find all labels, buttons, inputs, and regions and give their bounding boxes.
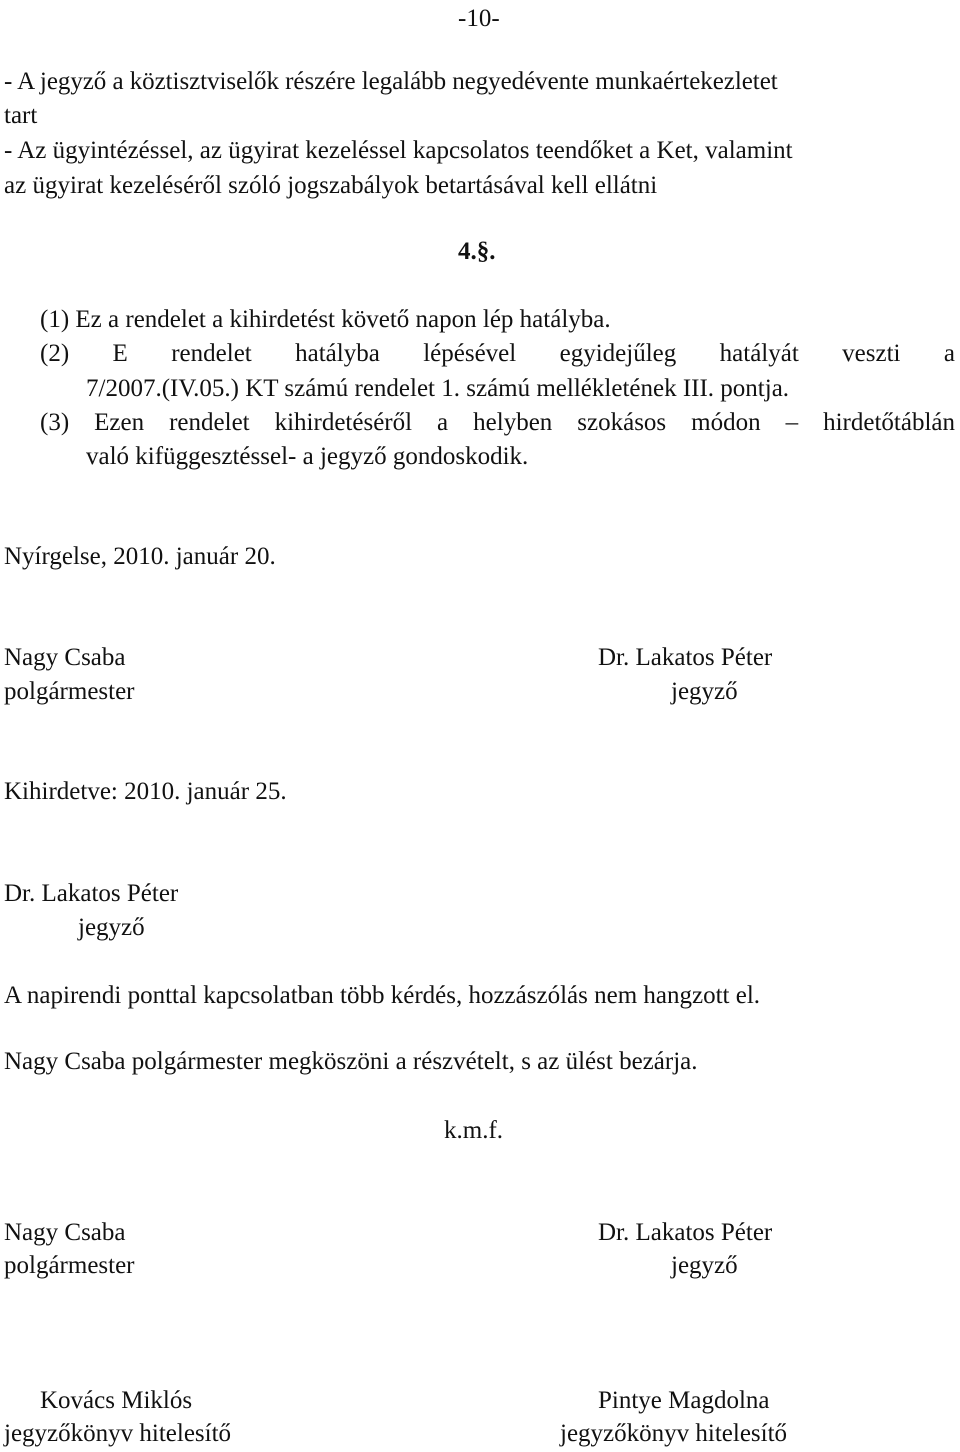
paragraph-2-line-1: (2) E rendelet hatályba lépésével egyidejűleg hatályát veszti a bbox=[40, 340, 955, 367]
signature-2-left-title: polgármester bbox=[4, 1252, 135, 1279]
signature-2-right-name: Dr. Lakatos Péter bbox=[598, 1219, 773, 1246]
kmf: k.m.f. bbox=[444, 1117, 504, 1144]
intro-line-1: - A jegyző a köztisztviselők részére legalább negyedévente munkaértekezletet bbox=[4, 68, 778, 95]
signature-3-left-title: jegyzőkönyv hitelesítő bbox=[4, 1420, 232, 1447]
place-date: Nyírgelse, 2010. január 20. bbox=[4, 543, 276, 570]
intro-line-2: tart bbox=[4, 102, 38, 129]
closing-line-2: Nagy Csaba polgármester megköszöni a részvételt, s az ülést bezárja. bbox=[4, 1048, 698, 1075]
announced-date: Kihirdetve: 2010. január 25. bbox=[4, 778, 287, 805]
intro-line-4: az ügyirat kezeléséről szóló jogszabályok betartásával kell ellátni bbox=[4, 172, 658, 199]
signature-1-right-title: jegyző bbox=[671, 678, 738, 705]
signature-3-left-name: Kovács Miklós bbox=[40, 1387, 193, 1414]
paragraph-3-line-2: való kifüggesztéssel- a jegyző gondoskodik. bbox=[86, 443, 529, 470]
signature-1-left-name: Nagy Csaba bbox=[4, 644, 126, 671]
page-number: -10- bbox=[458, 5, 500, 32]
announcer-title: jegyző bbox=[78, 914, 145, 941]
announcer-name: Dr. Lakatos Péter bbox=[4, 880, 179, 907]
paragraph-1: (1) Ez a rendelet a kihirdetést követő napon lép hatályba. bbox=[40, 306, 611, 333]
paragraph-2-line-2: 7/2007.(IV.05.) KT számú rendelet 1. számú mellékletének III. pontja. bbox=[86, 375, 790, 402]
signature-3-right-name: Pintye Magdolna bbox=[598, 1387, 770, 1414]
signature-2-left-name: Nagy Csaba bbox=[4, 1219, 126, 1246]
signature-1-right-name: Dr. Lakatos Péter bbox=[598, 644, 773, 671]
signature-1-left-title: polgármester bbox=[4, 678, 135, 705]
section-heading: 4.§. bbox=[458, 238, 496, 265]
closing-line-1: A napirendi ponttal kapcsolatban több kérdés, hozzászólás nem hangzott el. bbox=[4, 982, 761, 1009]
intro-line-3: - Az ügyintézéssel, az ügyirat kezeléssel kapcsolatos teendőket a Ket, valamint bbox=[4, 137, 793, 164]
signature-3-right-title: jegyzőkönyv hitelesítő bbox=[560, 1420, 788, 1447]
signature-2-right-title: jegyző bbox=[671, 1252, 738, 1279]
paragraph-3-line-1: (3) Ezen rendelet kihirdetéséről a helyben szokásos módon – hirdetőtáblán bbox=[40, 409, 955, 436]
